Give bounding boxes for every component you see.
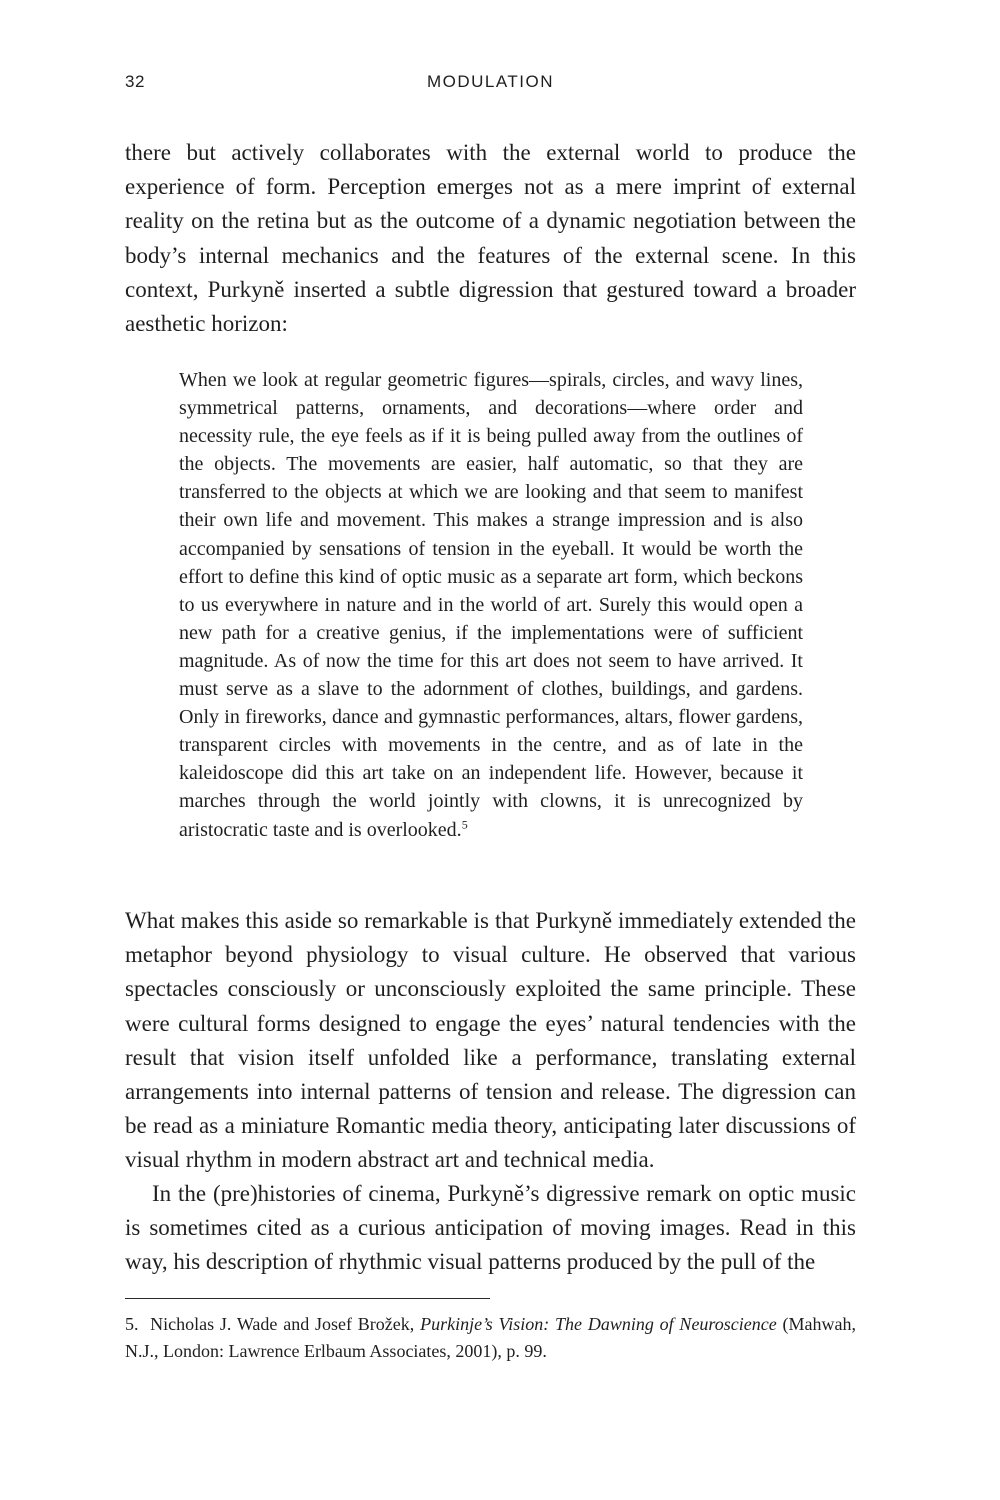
footnote-number: 5. — [125, 1314, 139, 1334]
footnote-reference[interactable]: 5 — [461, 816, 468, 831]
footnote-publication: (Mahwah, N.J., London: Lawrence Erlbaum Associates, 2001), p. 99. — [125, 1314, 857, 1361]
footnote-title: Purkinje’s Vision: The Dawning of Neuroscience — [420, 1314, 777, 1334]
page-header — [125, 72, 856, 96]
footnote-divider — [125, 1298, 490, 1299]
body-paragraph: there but actively collaborates with the external world to produce the experience of form. Perception emerges not as a mere imprint of external reality on the retina but as the outcome of a dynamic negotiation between the body’s internal mechanics and the features of the external scene. In this context, Purkyně inserted a subtle digression that gestured toward a broader aesthetic horizon: — [125, 140, 856, 337]
footnote-authors: Nicholas J. Wade and Josef Brožek, — [150, 1314, 415, 1334]
body-paragraph: What makes this aside so remarkable is that Purkyně immediately extended the metaphor beyond physiology to visual culture. He observed that various spectacles consciously or unconsciously exploited the same principle. These were cultural forms designed to engage the eyes’ natural tendencies with the result that vision itself unfolded like a performance, translating external arrangements into internal patterns of tension and release. The digression can be read as a miniature Romantic media theory, anticipating later discussions of visual rhythm in modern abstract art and technical media. — [125, 908, 856, 1173]
block-quotation — [179, 366, 803, 844]
body-paragraph: In the (pre)histories of cinema, Purkyně’s digressive remark on optic music is sometimes cited as a curious anticipation of moving images. Read in this way, his description of rhythmic visual patterns produced by the pull of the — [125, 1181, 856, 1275]
quotation-text: When we look at regular geometric figures—spirals, circles, and wavy lines, symmetrical patterns, ornaments, and decorations—where order and necessity rule, the eye feels as if it is being pulled away from the outlines of the objects. The movements are easier, half automatic, so that they are transferred to the objects at which we are looking and that seem to manifest their own life and movement. This makes a strange impression and is also accompanied by sensations of tension in the eyeball. It would be worth the effort to define this kind of optic music as a separate art form, which beckons to us everywhere in nature and in the world of art. Surely this would open a new path for a creative genius, if the implementations were of sufficient magnitude. As of now the time for this art does not seem to have arrived. It must serve as a slave to the adornment of clothes, buildings, and gardens. Only in fireworks, dance and gymnastic performances, altars, flower gardens, transparent circles with movements in the centre, and as of late in the kaleidoscope did this art take on an independent life. However, because it marches through the world jointly with clowns, it is unrecognized by aristocratic taste and is overlooked. — [179, 369, 803, 841]
running-head: MODULATION — [426, 72, 555, 91]
footnote — [125, 1311, 856, 1365]
page-number: 32 — [125, 72, 145, 91]
